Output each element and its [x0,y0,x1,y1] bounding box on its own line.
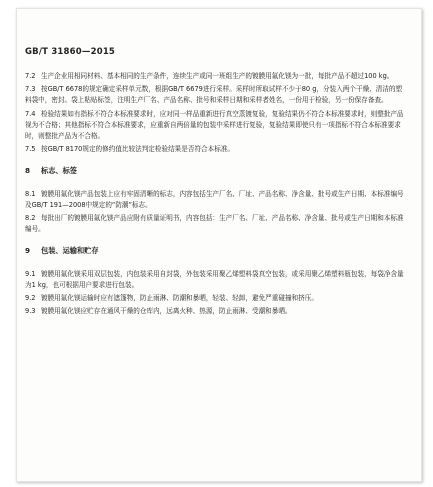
standard-number: GB/T 31860—2015 [25,47,116,57]
clause-text: 镀膜用氟化镁应贮存在通风干燥的仓库内，远离火种、热源，防止雨淋、受潮和暴晒。 [41,307,292,316]
clause-number: 8.1 [25,189,36,198]
clause-text: 镀膜用氟化镁运输时应有遮篷物，防止雨淋、防潮和暴晒，轻装、轻卸，避免严重碰撞和挤压。 [41,294,318,303]
section-number: 9 [25,246,31,256]
clause-number: 9.3 [25,307,36,316]
section-heading-9 [25,245,407,256]
clause-7-4 [25,109,407,143]
clause-number: 7.4 [25,109,36,118]
document-body [25,71,407,319]
clause-text: 生产企业用相同材料、基本相同的生产条件，连续生产或同一班组生产的镀膜用氟化镁为一批，每批产品不超过100 kg。 [41,72,394,80]
clause-number: 7.3 [25,85,36,94]
section-title: 包装、运输和贮存 [41,246,99,256]
clause-text: 检验结果如有指标不符合本标准要求时，应对同一样品重新进行真空蒸镀复验，复验结果仍不符合本标准要求时，则整批产品视为不合格；其他指标不符合本标准要求，应重新自两倍量的包装中采样进行复验，复验结果即使只有一项指标不符合本标准要求时，则整批产品为不合格。 [25,109,404,141]
clause-7-2 [25,71,407,82]
clause-number: 8.2 [25,214,36,223]
section-heading-8 [25,165,407,176]
clause-text: 每批出厂的镀膜用氟化镁产品应附有质量证明书，内容包括：生产厂名、厂址、产品名称、净含量、批号或生产日期和本标准编号。 [25,214,404,234]
document-page [16,8,422,482]
clause-8-2 [25,213,407,235]
clause-text: 镀膜用氟化镁采用双层包装，内包装采用自封袋，外包装采用聚乙烯塑料袋真空包装，或采用聚乙烯塑料瓶包装，每袋净含量为1 kg，也可根据用户要求进行包装。 [25,269,404,289]
clause-9-2 [25,293,407,304]
clause-text: 按GB/T 8170规定的修约值比较法判定检验结果是否符合本标准。 [41,145,235,154]
clause-7-5 [25,144,407,155]
clause-number: 9.2 [25,294,36,303]
section-number: 8 [25,166,31,176]
clause-number: 7.2 [25,72,36,80]
clause-text: 镀膜用氟化镁产品包装上应有牢固清晰的标志，内容包括生产厂名、厂址、产品名称、净含量、批号或生产日期、本标准编号及GB/T 191—2008中规定的“防潮”标志。 [25,189,404,209]
section-title: 标志、标签 [41,166,77,176]
clause-text: 按GB/T 6678的规定确定采样单元数，根据GB/T 6679进行采样。采样时所取试样不少于80 g，分装入两个干燥、清洁的塑料袋中，密封。袋上粘贴标签，注明生产厂名、产品名称、批号和采样日期和采样者姓名，一份用于检验，另一份保存备查。 [25,85,403,105]
clause-number: 9.1 [25,269,36,278]
clause-number: 7.5 [25,145,36,154]
clause-9-3 [25,306,407,317]
clause-9-1 [25,269,407,291]
clause-8-1 [25,189,407,211]
clause-7-3 [25,84,407,106]
